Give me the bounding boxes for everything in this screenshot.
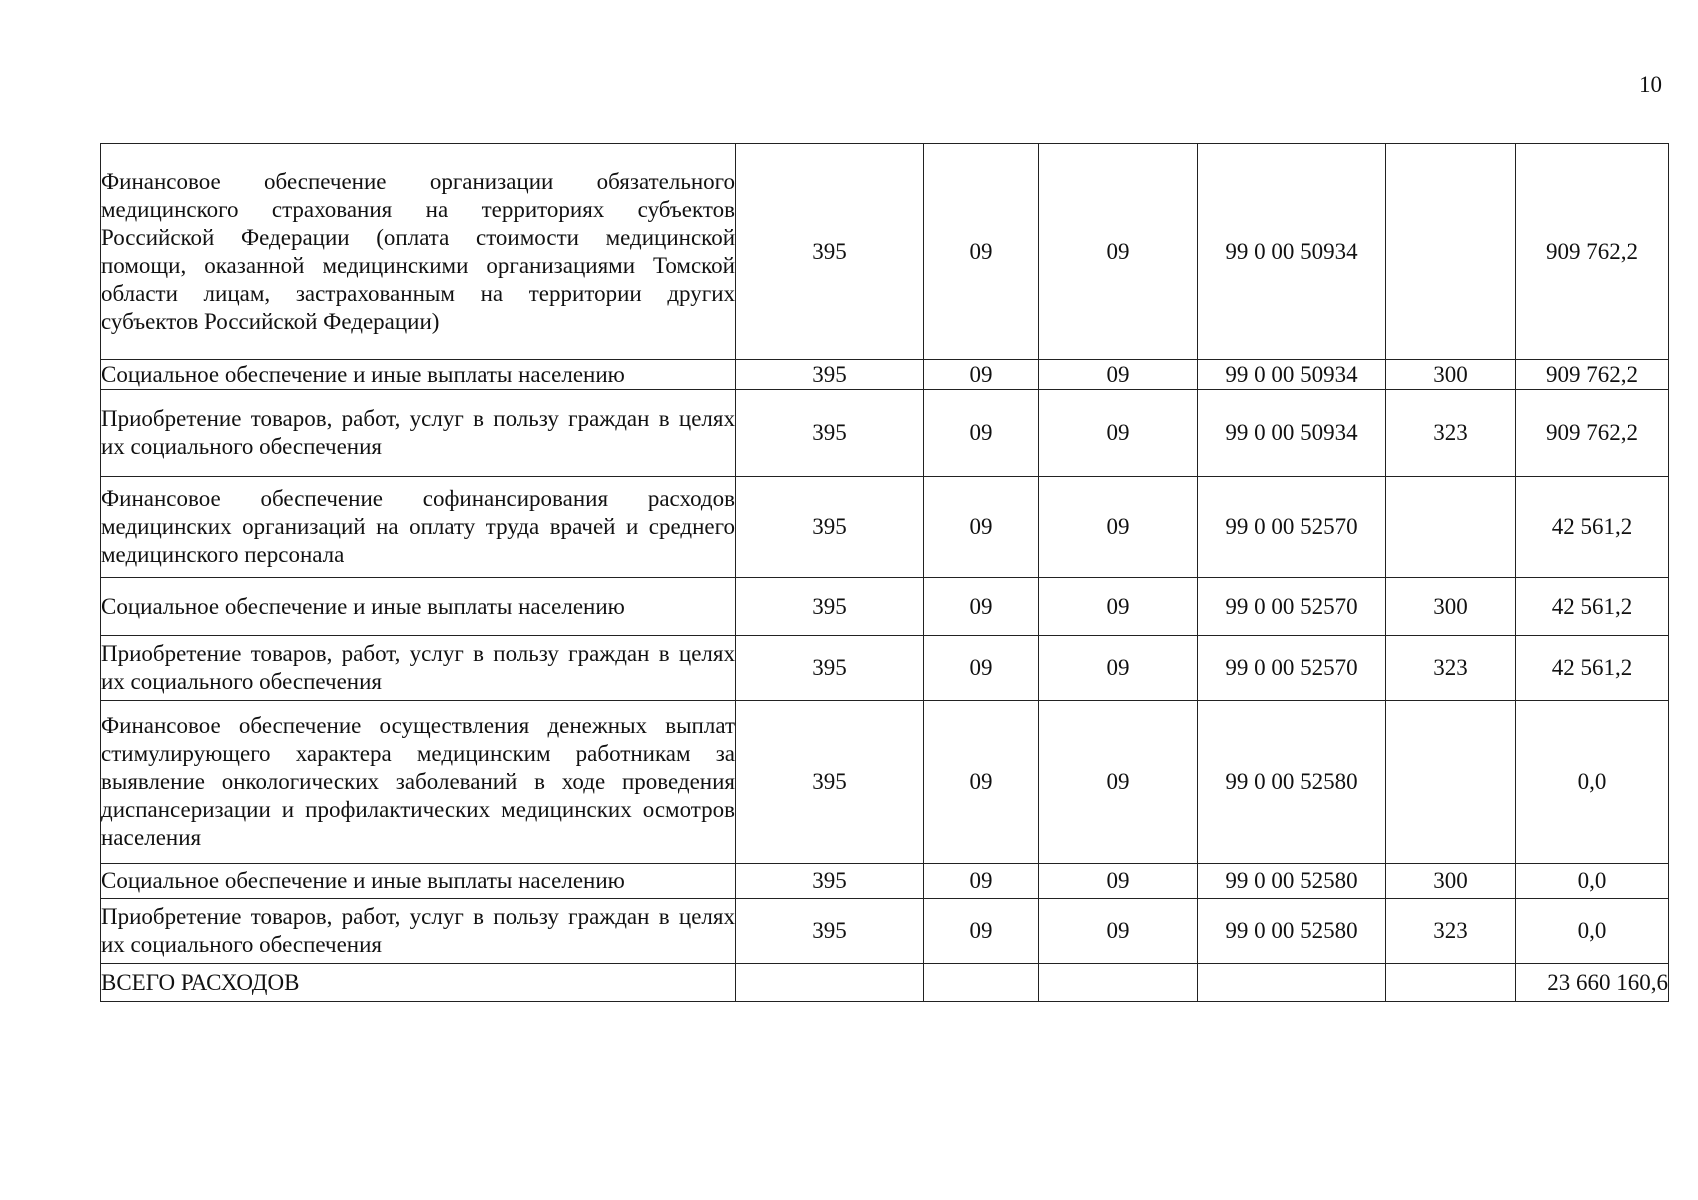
row-name: Приобретение товаров, работ, услуг в пользу граждан в целях их социального обеспечения bbox=[101, 636, 736, 701]
amount: 42 561,2 bbox=[1516, 636, 1669, 701]
section-code: 09 bbox=[924, 390, 1039, 477]
row-name: Приобретение товаров, работ, услуг в пользу граждан в целях их социального обеспечения bbox=[101, 390, 736, 477]
amount: 42 561,2 bbox=[1516, 578, 1669, 636]
target-article-code: 99 0 00 50934 bbox=[1198, 144, 1386, 360]
subsection-code: 09 bbox=[1039, 636, 1198, 701]
table-row bbox=[101, 899, 1669, 964]
section-code: 09 bbox=[924, 578, 1039, 636]
table-row bbox=[101, 360, 1669, 390]
expense-type-code: 323 bbox=[1386, 390, 1516, 477]
row-name: Приобретение товаров, работ, услуг в пользу граждан в целях их социального обеспечения bbox=[101, 899, 736, 964]
expense-type-code: 300 bbox=[1386, 578, 1516, 636]
table-row bbox=[101, 701, 1669, 864]
amount: 0,0 bbox=[1516, 701, 1669, 864]
section-code: 09 bbox=[924, 701, 1039, 864]
expense-type-code: 323 bbox=[1386, 899, 1516, 964]
page-number: 10 bbox=[1639, 72, 1662, 97]
ministry-code: 395 bbox=[736, 360, 924, 390]
table-row bbox=[101, 864, 1669, 899]
empty-cell bbox=[1198, 964, 1386, 1002]
target-article-code: 99 0 00 52570 bbox=[1198, 477, 1386, 578]
ministry-code: 395 bbox=[736, 864, 924, 899]
total-row bbox=[101, 964, 1669, 1002]
section-code: 09 bbox=[924, 899, 1039, 964]
target-article-code: 99 0 00 52580 bbox=[1198, 701, 1386, 864]
section-code: 09 bbox=[924, 144, 1039, 360]
subsection-code: 09 bbox=[1039, 360, 1198, 390]
row-name: Финансовое обеспечение осуществления денежных выплат стимулирующего характера медицинским работникам за выявление онкологических заболеваний в ходе проведения диспансеризации и профилактических медицинских осмотров населения bbox=[101, 701, 736, 864]
target-article-code: 99 0 00 52570 bbox=[1198, 636, 1386, 701]
ministry-code: 395 bbox=[736, 144, 924, 360]
empty-cell bbox=[1386, 964, 1516, 1002]
amount: 909 762,2 bbox=[1516, 390, 1669, 477]
subsection-code: 09 bbox=[1039, 864, 1198, 899]
empty-cell bbox=[924, 964, 1039, 1002]
target-article-code: 99 0 00 50934 bbox=[1198, 390, 1386, 477]
expense-type-code bbox=[1386, 477, 1516, 578]
amount: 0,0 bbox=[1516, 899, 1669, 964]
amount: 42 561,2 bbox=[1516, 477, 1669, 578]
ministry-code: 395 bbox=[736, 578, 924, 636]
table-row bbox=[101, 578, 1669, 636]
target-article-code: 99 0 00 52570 bbox=[1198, 578, 1386, 636]
ministry-code: 395 bbox=[736, 636, 924, 701]
expense-type-code bbox=[1386, 144, 1516, 360]
subsection-code: 09 bbox=[1039, 899, 1198, 964]
table-row bbox=[101, 144, 1669, 360]
row-name: Финансовое обеспечение организации обязательного медицинского страхования на территориях субъектов Российской Федерации (оплата стоимости медицинской помощи, оказанной медицинскими организациями Томской области лицам, застрахованным на территории других субъектов Российской Федерации) bbox=[101, 144, 736, 360]
total-amount: 23 660 160,6 bbox=[1516, 964, 1669, 1002]
row-name: Социальное обеспечение и иные выплаты населению bbox=[101, 578, 736, 636]
expense-type-code bbox=[1386, 701, 1516, 864]
amount: 909 762,2 bbox=[1516, 144, 1669, 360]
amount: 0,0 bbox=[1516, 864, 1669, 899]
table-row bbox=[101, 636, 1669, 701]
total-label: ВСЕГО РАСХОДОВ bbox=[101, 964, 736, 1002]
table-row bbox=[101, 477, 1669, 578]
section-code: 09 bbox=[924, 636, 1039, 701]
subsection-code: 09 bbox=[1039, 578, 1198, 636]
ministry-code: 395 bbox=[736, 477, 924, 578]
expense-type-code: 300 bbox=[1386, 360, 1516, 390]
section-code: 09 bbox=[924, 864, 1039, 899]
budget-expenses-table bbox=[100, 143, 1669, 1002]
table-row bbox=[101, 390, 1669, 477]
target-article-code: 99 0 00 52580 bbox=[1198, 899, 1386, 964]
subsection-code: 09 bbox=[1039, 144, 1198, 360]
subsection-code: 09 bbox=[1039, 477, 1198, 578]
empty-cell bbox=[1039, 964, 1198, 1002]
ministry-code: 395 bbox=[736, 701, 924, 864]
expense-type-code: 323 bbox=[1386, 636, 1516, 701]
row-name: Социальное обеспечение и иные выплаты населению bbox=[101, 360, 736, 390]
row-name: Финансовое обеспечение софинансирования расходов медицинских организаций на оплату труда врачей и среднего медицинского персонала bbox=[101, 477, 736, 578]
target-article-code: 99 0 00 50934 bbox=[1198, 360, 1386, 390]
subsection-code: 09 bbox=[1039, 701, 1198, 864]
ministry-code: 395 bbox=[736, 899, 924, 964]
expense-type-code: 300 bbox=[1386, 864, 1516, 899]
empty-cell bbox=[736, 964, 924, 1002]
subsection-code: 09 bbox=[1039, 390, 1198, 477]
section-code: 09 bbox=[924, 360, 1039, 390]
section-code: 09 bbox=[924, 477, 1039, 578]
row-name: Социальное обеспечение и иные выплаты населению bbox=[101, 864, 736, 899]
ministry-code: 395 bbox=[736, 390, 924, 477]
target-article-code: 99 0 00 52580 bbox=[1198, 864, 1386, 899]
amount: 909 762,2 bbox=[1516, 360, 1669, 390]
